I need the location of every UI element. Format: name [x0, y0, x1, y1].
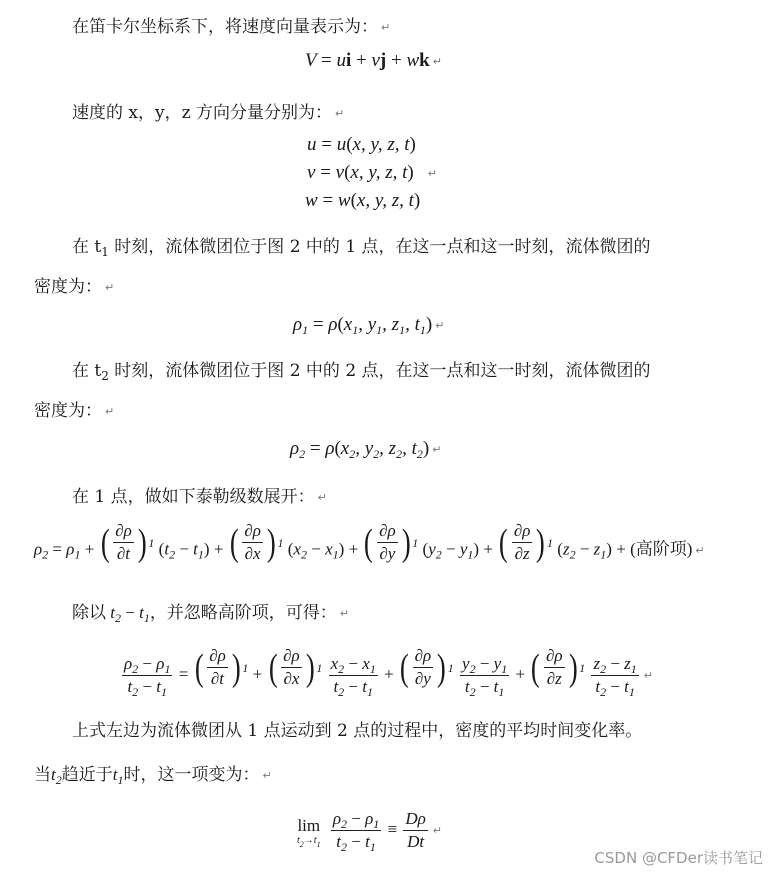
- paragraph-mark: ↵: [432, 55, 442, 69]
- paragraph-mark: ↵: [105, 281, 115, 294]
- paragraph-average-rate-desc: 上式左边为流体微团从 1 点运动到 2 点的过程中，密度的平均时间变化率。: [72, 721, 643, 741]
- paragraph-mark: ↵: [432, 824, 442, 837]
- paragraph-mark: ↵: [427, 167, 437, 181]
- paragraph-mark: ↵: [262, 769, 272, 782]
- equation-rho2: $\rho_2 = \rho(x_2$, $y_2$, $z_2$, $t_2$) ↵: [290, 438, 442, 461]
- equation-v-component: v = v(x, y, z, t) ↵: [307, 162, 437, 183]
- paragraph-mark: ↵: [339, 607, 350, 620]
- paragraph-mark: ↵: [334, 107, 345, 120]
- equation-u-component: u = u(x, y, z, t): [307, 134, 416, 155]
- paragraph-t2-state: 在 $t_2$ 时刻，流体微团位于图 2 中的 2 点，在这一点和这一时刻，流体微团的: [72, 361, 651, 383]
- watermark: CSDN @CFDer读书笔记: [594, 849, 763, 867]
- paragraph-t1-state-cont: 密度为： ↵: [34, 277, 115, 297]
- paragraph-mark: ↵: [432, 443, 442, 457]
- paragraph-t2-state-cont: 密度为： ↵: [34, 401, 115, 421]
- paragraph-mark: ↵: [695, 544, 705, 558]
- paragraph-limit-intro: 当$t_2$趋近于$t_1$时，这一项变为： ↵: [34, 765, 272, 787]
- paragraph-velocity-intro: 在笛卡尔坐标系下，将速度向量表示为： ↵: [72, 17, 391, 37]
- paragraph-mark: ↵: [105, 405, 115, 418]
- higher-order-terms: (高阶项): [630, 539, 693, 559]
- paragraph-mark: ↵: [643, 669, 653, 683]
- paragraph-taylor-intro: 在 1 点，做如下泰勒级数展开： ↵: [72, 487, 327, 507]
- paragraph-mark: ↵: [435, 319, 445, 333]
- equation-velocity-vector: V = ui + vj + wk ↵: [305, 50, 442, 71]
- equation-average-rate: $\frac{\rho_2 - \rho_1}{t_2 - t_1}$ = ( $\frac{\partial\rho}{\partial t}$ ) 1 + ( $\frac{\partial\rho}{\partial x}$ ) 1 $\frac{x_2 - x_1}{t_2 - t_1}$ + ( $\frac{\partial\rho}{\partial y}$ ) 1 $\frac{y_2 - y_1}{t_2 - t_1}$ + ( $\frac{\partial\rho}{\partial z}$ ) 1 $\frac{z_2 - z_1}{t_2 - t_1}$ ↵: [124, 646, 653, 700]
- paragraph-mark: ↵: [317, 491, 327, 504]
- equation-taylor-expansion: $\rho_2 = \rho_1$ + ( $\frac{\partial\rho}{\partial t}$ ) 1 $(t_2 - t_1)$ + ( $\frac{\partial\rho}{\partial x}$ ) 1 $(x_2 - x_1)$ + ( $\frac{\partial\rho}{\partial y}$ ) 1 $(y_2 - y_1)$ + ( $\frac{\partial\rho}{\partial z}$ ) 1 $(z_2 - z_1)$ + (高阶项) ↵: [34, 521, 705, 564]
- equation-substantial-derivative: lim $t_2\to t_1$ $\frac{\rho_2 - \rho_1}{t_2 - t_1}$ ≡ $\frac{D\rho}{Dt}$ ↵: [297, 809, 442, 854]
- equation-w-component: w = w(x, y, z, t): [305, 190, 421, 211]
- paragraph-t1-state: 在 $t_1$ 时刻，流体微团位于图 2 中的 1 点，在这一点和这一时刻，流体微团的: [72, 237, 651, 259]
- paragraph-mark: ↵: [381, 21, 391, 34]
- equation-rho1: $\rho_1 = \rho(x_1$, $y_1$, $z_1$, $t_1$) ↵: [293, 314, 445, 337]
- paragraph-divide: 除以 $t_2 - t_1$，并忽略高阶项，可得： ↵: [72, 603, 350, 625]
- paragraph-components-intro: 速度的 x，y，z 方向分量分别为： ↵: [72, 103, 345, 123]
